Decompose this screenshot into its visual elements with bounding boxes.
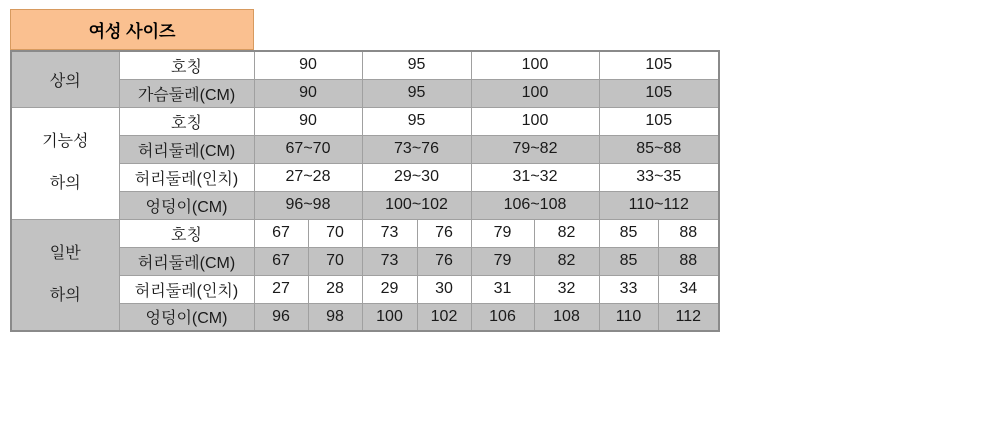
size-value-cell: 32 [534,275,599,303]
size-value-cell: 100~102 [362,191,471,219]
table-title: 여성 사이즈 [10,9,254,50]
size-value-cell: 30 [417,275,471,303]
size-value-cell: 106 [471,303,534,331]
row-label: 가슴둘레(CM) [119,79,254,107]
size-value-cell: 100 [471,79,599,107]
size-value-cell: 73 [362,247,417,275]
size-value-cell: 33 [599,275,658,303]
size-value-cell: 27~28 [254,163,362,191]
table-row [11,107,719,135]
group-line: 하의 [49,286,81,304]
size-value-cell: 110~112 [599,191,719,219]
size-value-cell: 73~76 [362,135,471,163]
size-value-cell: 79~82 [471,135,599,163]
row-label: 호칭 [119,219,254,247]
size-value-cell: 105 [599,51,719,79]
size-value-cell: 95 [362,107,471,135]
size-value-cell: 79 [471,219,534,247]
size-value-cell: 98 [308,303,362,331]
size-value-cell: 33~35 [599,163,719,191]
size-value-cell: 105 [599,79,719,107]
size-value-cell: 82 [534,247,599,275]
size-value-cell: 95 [362,51,471,79]
group-line: 일반 [49,244,81,262]
size-value-cell: 85~88 [599,135,719,163]
size-value-cell: 100 [471,51,599,79]
size-value-cell: 76 [417,247,471,275]
size-value-cell: 102 [417,303,471,331]
size-table [10,50,720,332]
size-value-cell: 110 [599,303,658,331]
row-label: 허리둘레(CM) [119,247,254,275]
size-value-cell: 96~98 [254,191,362,219]
size-value-cell: 31~32 [471,163,599,191]
row-label: 허리둘레(CM) [119,135,254,163]
size-value-cell: 29~30 [362,163,471,191]
size-value-cell: 108 [534,303,599,331]
size-value-cell: 88 [658,219,719,247]
size-value-cell: 100 [362,303,417,331]
size-value-cell: 100 [471,107,599,135]
size-value-cell: 28 [308,275,362,303]
row-label: 허리둘레(인치) [119,275,254,303]
size-value-cell: 90 [254,79,362,107]
group-cell-functional-bottoms [11,107,119,219]
size-value-cell: 70 [308,219,362,247]
group-cell-regular-bottoms [11,219,119,331]
size-value-cell: 96 [254,303,308,331]
size-value-cell: 106~108 [471,191,599,219]
table-row [11,219,719,247]
size-value-cell: 90 [254,107,362,135]
size-value-cell: 34 [658,275,719,303]
size-value-cell: 112 [658,303,719,331]
size-value-cell: 95 [362,79,471,107]
size-value-cell: 79 [471,247,534,275]
size-value-cell: 88 [658,247,719,275]
row-label: 엉덩이(CM) [119,191,254,219]
size-value-cell: 76 [417,219,471,247]
size-value-cell: 105 [599,107,719,135]
size-value-cell: 70 [308,247,362,275]
size-value-cell: 73 [362,219,417,247]
group-cell-tops: 상의 [11,51,119,107]
size-value-cell: 31 [471,275,534,303]
size-value-cell: 67~70 [254,135,362,163]
group-line: 기능성 [42,133,89,150]
size-value-cell: 90 [254,51,362,79]
size-value-cell: 85 [599,247,658,275]
size-value-cell: 82 [534,219,599,247]
group-line: 하의 [49,175,81,192]
row-label: 호칭 [119,107,254,135]
size-value-cell: 85 [599,219,658,247]
row-label: 호칭 [119,51,254,79]
size-value-cell: 27 [254,275,308,303]
row-label: 엉덩이(CM) [119,303,254,331]
size-value-cell: 67 [254,219,308,247]
table-row [11,51,719,79]
size-value-cell: 67 [254,247,308,275]
row-label: 허리둘레(인치) [119,163,254,191]
size-value-cell: 29 [362,275,417,303]
